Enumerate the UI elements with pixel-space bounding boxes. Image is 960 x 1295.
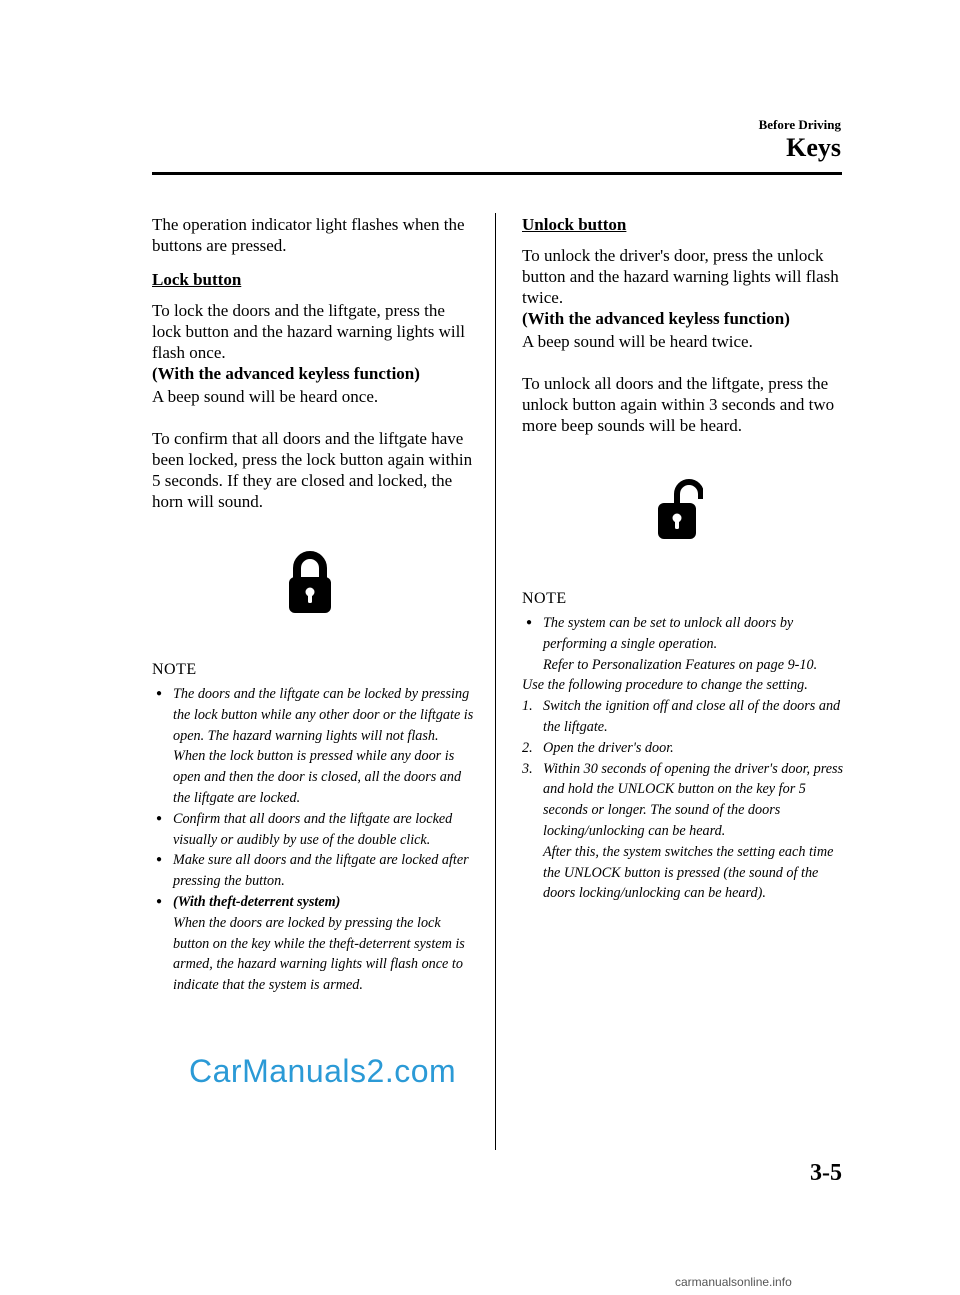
note-item: ● The doors and the liftgate can be locked by pressing the lock button while any other door or the liftgate is open. The hazard warning lights will not flash. [156, 686, 474, 744]
procedure-step: 3. Within 30 seconds of opening the driver's door, press and hold the UNLOCK button on the key for 5 seconds or longer. The sound of the doors locking/unlocking can be heard. [522, 760, 844, 839]
procedure-step: 2. Open the driver's door. [522, 739, 674, 756]
lock-beep-text: A beep sound will be heard once. [152, 387, 379, 406]
lock-button-heading: Lock button [152, 270, 242, 289]
note-item: ● The system can be set to unlock all doors by performing a single operation. [526, 615, 794, 652]
note-item: ● Make sure all doors and the liftgate are locked after pressing the button. [156, 852, 469, 890]
note-item-continuation: When the lock button is pressed while any door is open and then the door is closed, all the doors and the liftgate are locked. [173, 748, 462, 806]
note-reference: Refer to Personalization Features on page 9-10. [543, 656, 818, 673]
lock-confirm-text: To confirm that all doors and the liftgate have been locked, press the lock button again within 5 seconds. If they are closed and locked, the horn will sound. [152, 429, 473, 511]
bullet-icon: ● [156, 688, 163, 699]
procedure-step-continuation: After this, the system switches the setting each time the UNLOCK button is pressed (the sound of the doors locking/unlocking can be heard). [543, 843, 834, 902]
site-watermark[interactable]: carmanualsonline.info [675, 1275, 792, 1289]
section-label: Before Driving [758, 117, 841, 132]
unlock-beep-text: A beep sound will be heard twice. [522, 332, 753, 351]
padlock-unlocked-icon [657, 477, 703, 539]
lock-paragraph: To lock the doors and the liftgate, press the lock button and the hazard warning lights will flash once. [152, 301, 466, 362]
bullet-icon: ● [526, 617, 533, 628]
note-label-right: NOTE [522, 590, 567, 607]
right-note [522, 588, 847, 904]
intro-text: The operation indicator light flashes when the buttons are pressed. [152, 215, 465, 255]
bullet-icon: ● [156, 854, 163, 866]
note-item: ● Confirm that all doors and the liftgate are locked visually or audibly by use of the double click. [156, 810, 453, 848]
unlock-all-text: To unlock all doors and the liftgate, press the unlock button again within 3 seconds and two more beep sounds will be heard. [522, 374, 835, 435]
bullet-icon: ● [156, 812, 163, 824]
left-column [152, 214, 477, 512]
lock-advanced-keyless: (With the advanced keyless function) [152, 364, 420, 383]
right-column [522, 214, 844, 436]
note-item: ● (With theft-deterrent system) [152, 892, 477, 913]
unlock-paragraph: To unlock the driver's door, press the unlock button and the hazard warning lights will flash twice. [522, 246, 839, 307]
left-note [152, 659, 477, 996]
procedure-intro: Use the following procedure to change the setting. [522, 677, 808, 694]
page-number: 3-5 [810, 1160, 842, 1186]
watermark-link[interactable]: CarManuals2.com [189, 1053, 457, 1089]
column-divider [495, 213, 496, 1150]
bullet-icon: ● [156, 895, 163, 907]
header-rule [152, 172, 842, 175]
procedure-step: 1. Switch the ignition off and close all of the doors and the liftgate. [522, 698, 841, 735]
padlock-locked-icon [288, 551, 332, 613]
chapter-title: Keys [786, 133, 841, 162]
unlock-advanced-keyless: (With the advanced keyless function) [522, 309, 790, 328]
unlock-button-heading: Unlock button [522, 215, 627, 234]
note-label-left: NOTE [152, 661, 197, 678]
note-item-continuation: When the doors are locked by pressing the lock button on the key while the theft-deterrent system is armed, the hazard warning lights will flash once to indicate that the system is armed. [173, 914, 465, 994]
